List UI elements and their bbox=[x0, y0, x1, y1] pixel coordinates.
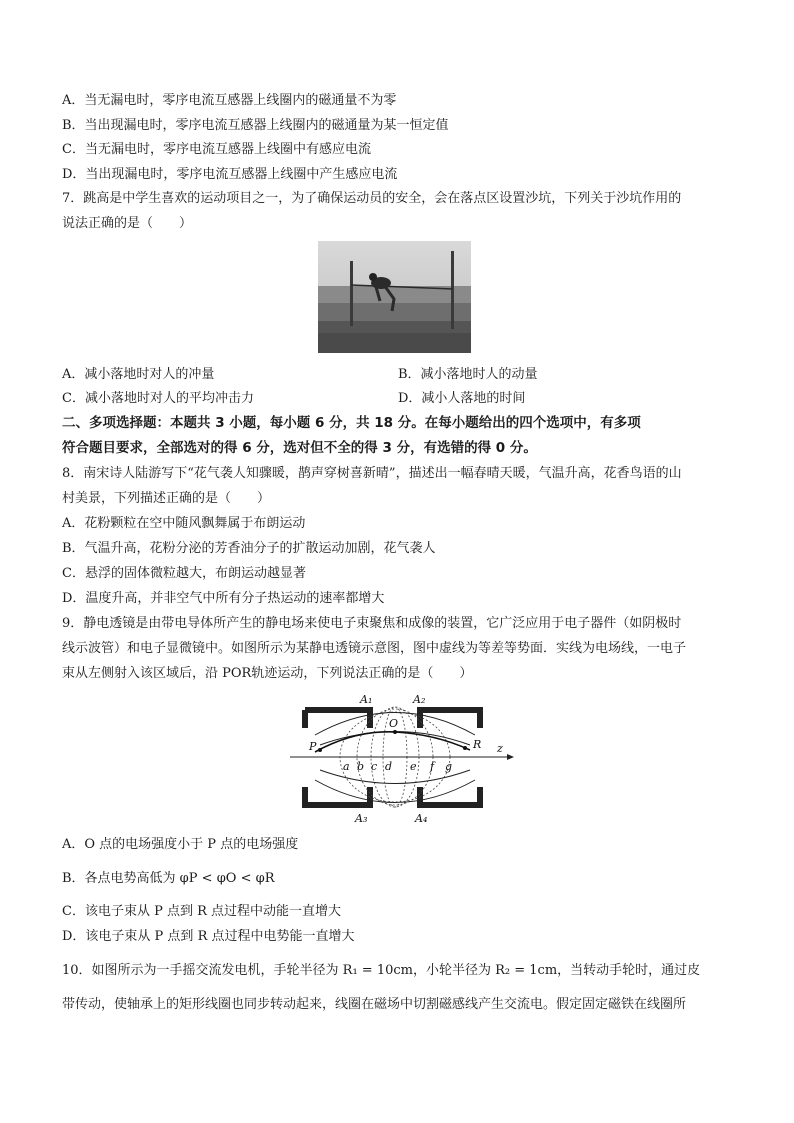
q9-option-c: C．该电子束从 P 点到 R 点过程中动能一直增大 bbox=[62, 904, 342, 919]
q9-stem-line2: 线示波管）和电子显微镜中。如图所示为某静电透镜示意图，图中虚线为等差等势面．实线为电场线，一电子 bbox=[62, 641, 687, 656]
q10-stem-line1: 10．如图所示为一手摇交流发电机，手轮半径为 R₁ = 10cm，小轮半径为 R₂ = 1cm，当转动手轮时，通过皮 bbox=[62, 963, 701, 978]
q7-stem-line1: 7．跳高是中学生喜欢的运动项目之一，为了确保运动员的安全，会在落点区设置沙坑，下列关于沙坑作用的 bbox=[62, 191, 682, 206]
label-r: R bbox=[473, 738, 482, 751]
q8-option-b: B．气温升高，花粉分泌的芳香油分子的扩散运动加剧，花气袭人 bbox=[62, 541, 436, 556]
label-d: d bbox=[385, 760, 393, 773]
q9-option-b: B．各点电势高低为 φP < φO < φR bbox=[62, 871, 275, 886]
section2-heading-line2: 符合题目要求，全部选对的得 6 分，选对但不全的得 3 分，有选错的得 0 分。 bbox=[62, 440, 537, 456]
label-z: z bbox=[497, 742, 503, 755]
label-o: O bbox=[389, 717, 399, 730]
q8-option-d: D．温度升高，并非空气中所有分子热运动的速率都增大 bbox=[62, 591, 385, 606]
label-b: b bbox=[357, 760, 365, 773]
high-jump-photo bbox=[318, 241, 471, 353]
section2-heading-line1: 二、多项选择题：本题共 3 小题，每小题 6 分，共 18 分。在每小题给出的四个选项中，有多项 bbox=[62, 415, 641, 431]
electrostatic-lens-diagram bbox=[285, 690, 520, 825]
q8-stem-line2: 村美景，下列描述正确的是（ ） bbox=[62, 491, 271, 506]
label-a: a bbox=[343, 760, 350, 773]
label-e: e bbox=[410, 760, 417, 773]
q6-option-d: D．当出现漏电时，零序电流互感器上线圈中产生感应电流 bbox=[62, 167, 398, 182]
q9-option-d: D．该电子束从 P 点到 R 点过程中电势能一直增大 bbox=[62, 929, 355, 944]
label-g: g bbox=[445, 760, 453, 773]
q8-option-c: C．悬浮的固体微粒越大，布朗运动越显著 bbox=[62, 566, 306, 581]
q9-option-a: A．O 点的电场强度小于 P 点的电场强度 bbox=[62, 837, 299, 852]
label-a2: A₂ bbox=[413, 693, 426, 706]
q6-option-c: C．当无漏电时，零序电流互感器上线圈中有感应电流 bbox=[62, 142, 371, 157]
q6-option-a: A．当无漏电时，零序电流互感器上线圈内的磁通量不为零 bbox=[62, 93, 397, 108]
q7-option-c: C．减小落地时对人的平均冲击力 bbox=[62, 391, 254, 406]
q7-stem-line2: 说法正确的是（ ） bbox=[62, 216, 193, 231]
q8-stem-line1: 8．南宋诗人陆游写下“花气袭人知骤暖，鹊声穿树喜新晴”，描述出一幅春晴天暖，气温升高，花香鸟语的山 bbox=[62, 466, 682, 481]
q9-stem-line3: 束从左侧射入该区域后，沿 POR轨迹运动，下列说法正确的是（ ） bbox=[62, 666, 473, 681]
label-a3: A₃ bbox=[355, 812, 368, 825]
q7-option-d: D．减小人落地的时间 bbox=[398, 391, 526, 406]
q7-option-a: A．减小落地时对人的冲量 bbox=[62, 367, 215, 382]
q7-option-b: B．减小落地时人的动量 bbox=[398, 367, 538, 382]
label-c: c bbox=[371, 760, 378, 773]
label-a1: A₁ bbox=[360, 693, 373, 706]
q8-option-a: A．花粉颗粒在空中随风飘舞属于布朗运动 bbox=[62, 516, 306, 531]
q10-stem-line2: 带传动，使轴承上的矩形线圈也同步转动起来，线圈在磁场中切割磁感线产生交流电。假定固定磁铁在线圈所 bbox=[62, 997, 687, 1012]
label-f: f bbox=[430, 760, 435, 773]
label-a4: A₄ bbox=[415, 812, 428, 825]
label-p: P bbox=[309, 740, 317, 753]
q6-option-b: B．当出现漏电时，零序电流互感器上线圈内的磁通量为某一恒定值 bbox=[62, 118, 449, 133]
q9-stem-line1: 9．静电透镜是由带电导体所产生的静电场来使电子束聚焦和成像的装置，它广泛应用于电子器件（如阴极时 bbox=[62, 616, 682, 631]
